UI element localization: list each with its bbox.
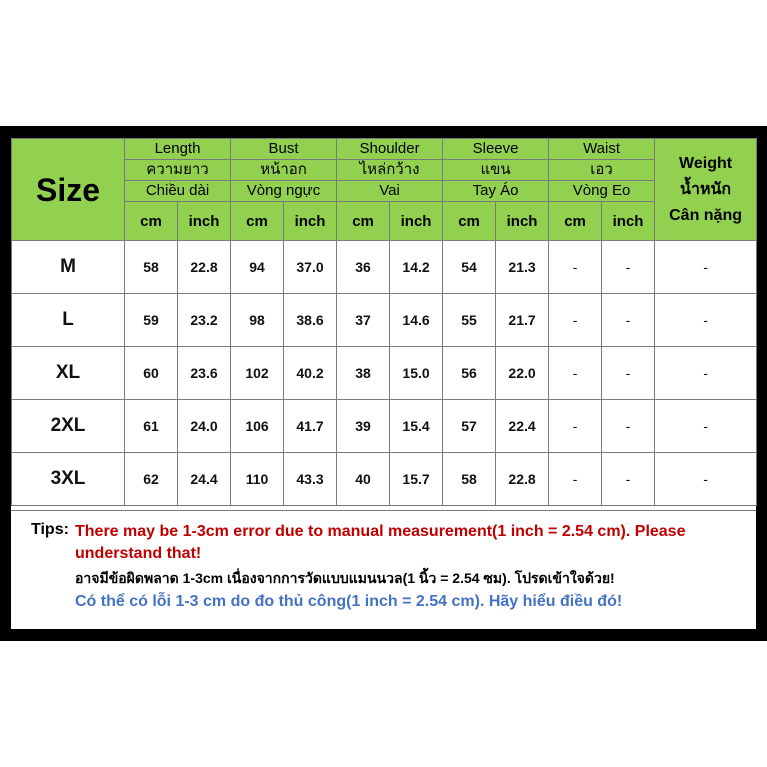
col-shoulder-en: Shoulder xyxy=(337,139,443,160)
unit-inch: inch xyxy=(390,202,443,241)
waist-cm-cell: - xyxy=(549,294,602,347)
bust-cm-cell: 106 xyxy=(231,400,284,453)
unit-cm: cm xyxy=(125,202,178,241)
col-waist-vi: Vòng Eo xyxy=(549,181,655,202)
shoulder-inch-cell: 15.4 xyxy=(390,400,443,453)
sleeve-inch-cell: 22.8 xyxy=(496,453,549,506)
col-shoulder-vi: Vai xyxy=(337,181,443,202)
sleeve-cm-cell: 54 xyxy=(443,241,496,294)
col-length-th: ความยาว xyxy=(125,160,231,181)
waist-inch-cell: - xyxy=(602,400,655,453)
unit-inch: inch xyxy=(284,202,337,241)
shoulder-cm-cell: 38 xyxy=(337,347,390,400)
sleeve-inch-cell: 22.4 xyxy=(496,400,549,453)
length-cm-cell: 60 xyxy=(125,347,178,400)
length-inch-cell: 22.8 xyxy=(178,241,231,294)
length-cm-cell: 61 xyxy=(125,400,178,453)
tips-label: Tips: xyxy=(31,521,69,538)
bust-inch-cell: 38.6 xyxy=(284,294,337,347)
col-sleeve-en: Sleeve xyxy=(443,139,549,160)
size-cell: L xyxy=(12,294,125,347)
table-row xyxy=(12,400,757,453)
shoulder-inch-cell: 15.0 xyxy=(390,347,443,400)
bust-cm-cell: 110 xyxy=(231,453,284,506)
length-cm-cell: 58 xyxy=(125,241,178,294)
length-cm-cell: 62 xyxy=(125,453,178,506)
shoulder-cm-cell: 40 xyxy=(337,453,390,506)
unit-inch: inch xyxy=(178,202,231,241)
shoulder-cm-cell: 39 xyxy=(337,400,390,453)
table-row xyxy=(12,294,757,347)
tips-section xyxy=(11,510,756,630)
tip-vietnamese: Có thể có lỗi 1-3 cm do đo thủ công(1 inch = 2.54 cm). Hãy hiểu điều đó! xyxy=(75,593,623,610)
size-cell: 2XL xyxy=(12,400,125,453)
size-table xyxy=(11,138,757,506)
sleeve-inch-cell: 21.3 xyxy=(496,241,549,294)
length-inch-cell: 24.0 xyxy=(178,400,231,453)
unit-inch: inch xyxy=(496,202,549,241)
unit-cm: cm xyxy=(337,202,390,241)
sleeve-inch-cell: 22.0 xyxy=(496,347,549,400)
weight-cell: - xyxy=(655,400,757,453)
waist-inch-cell: - xyxy=(602,294,655,347)
tip-english: There may be 1-3cm error due to manual measurement(1 inch = 2.54 cm). Please understand that! xyxy=(75,523,686,562)
weight-cell: - xyxy=(655,294,757,347)
col-waist-en: Waist xyxy=(549,139,655,160)
length-inch-cell: 24.4 xyxy=(178,453,231,506)
weight-en: Weight xyxy=(679,154,733,172)
weight-header xyxy=(655,139,757,241)
waist-inch-cell: - xyxy=(602,347,655,400)
waist-cm-cell: - xyxy=(549,400,602,453)
unit-inch: inch xyxy=(602,202,655,241)
bust-inch-cell: 41.7 xyxy=(284,400,337,453)
weight-cell: - xyxy=(655,347,757,400)
black-frame xyxy=(0,126,767,641)
unit-cm: cm xyxy=(231,202,284,241)
shoulder-inch-cell: 14.2 xyxy=(390,241,443,294)
col-sleeve-vi: Tay Áo xyxy=(443,181,549,202)
col-bust-en: Bust xyxy=(231,139,337,160)
shoulder-inch-cell: 15.7 xyxy=(390,453,443,506)
bust-cm-cell: 102 xyxy=(231,347,284,400)
length-inch-cell: 23.2 xyxy=(178,294,231,347)
table-row xyxy=(12,241,757,294)
bust-inch-cell: 37.0 xyxy=(284,241,337,294)
col-length-vi: Chiều dài xyxy=(125,181,231,202)
bust-cm-cell: 94 xyxy=(231,241,284,294)
tip-thai: อาจมีข้อผิดพลาด 1-3cm เนื่องจากการวัดแบบแมนนวล(1 นิ้ว = 2.54 ซม). โปรดเข้าใจด้วย! xyxy=(75,570,615,586)
size-cell: XL xyxy=(12,347,125,400)
col-bust-vi: Vòng ngực xyxy=(231,181,337,202)
sleeve-cm-cell: 56 xyxy=(443,347,496,400)
col-shoulder-th: ไหล่กว้าง xyxy=(337,160,443,181)
unit-cm: cm xyxy=(443,202,496,241)
shoulder-cm-cell: 36 xyxy=(337,241,390,294)
col-length-en: Length xyxy=(125,139,231,160)
bust-inch-cell: 43.3 xyxy=(284,453,337,506)
length-inch-cell: 23.6 xyxy=(178,347,231,400)
waist-cm-cell: - xyxy=(549,347,602,400)
sleeve-cm-cell: 57 xyxy=(443,400,496,453)
shoulder-cm-cell: 37 xyxy=(337,294,390,347)
size-cell: 3XL xyxy=(12,453,125,506)
bust-cm-cell: 98 xyxy=(231,294,284,347)
col-bust-th: หน้าอก xyxy=(231,160,337,181)
bust-inch-cell: 40.2 xyxy=(284,347,337,400)
waist-inch-cell: - xyxy=(602,453,655,506)
shoulder-inch-cell: 14.6 xyxy=(390,294,443,347)
length-cm-cell: 59 xyxy=(125,294,178,347)
sleeve-inch-cell: 21.7 xyxy=(496,294,549,347)
sleeve-cm-cell: 55 xyxy=(443,294,496,347)
weight-vi: Cân nặng xyxy=(669,206,742,224)
waist-cm-cell: - xyxy=(549,241,602,294)
sleeve-cm-cell: 58 xyxy=(443,453,496,506)
weight-cell: - xyxy=(655,241,757,294)
weight-cell: - xyxy=(655,453,757,506)
size-chart-sheet xyxy=(11,138,756,629)
table-row xyxy=(12,453,757,506)
waist-inch-cell: - xyxy=(602,241,655,294)
waist-cm-cell: - xyxy=(549,453,602,506)
col-sleeve-th: แขน xyxy=(443,160,549,181)
size-cell: M xyxy=(12,241,125,294)
size-header: Size xyxy=(12,139,125,241)
weight-th: น้ำหนัก xyxy=(680,180,732,198)
table-row xyxy=(12,347,757,400)
unit-cm: cm xyxy=(549,202,602,241)
col-waist-th: เอว xyxy=(549,160,655,181)
